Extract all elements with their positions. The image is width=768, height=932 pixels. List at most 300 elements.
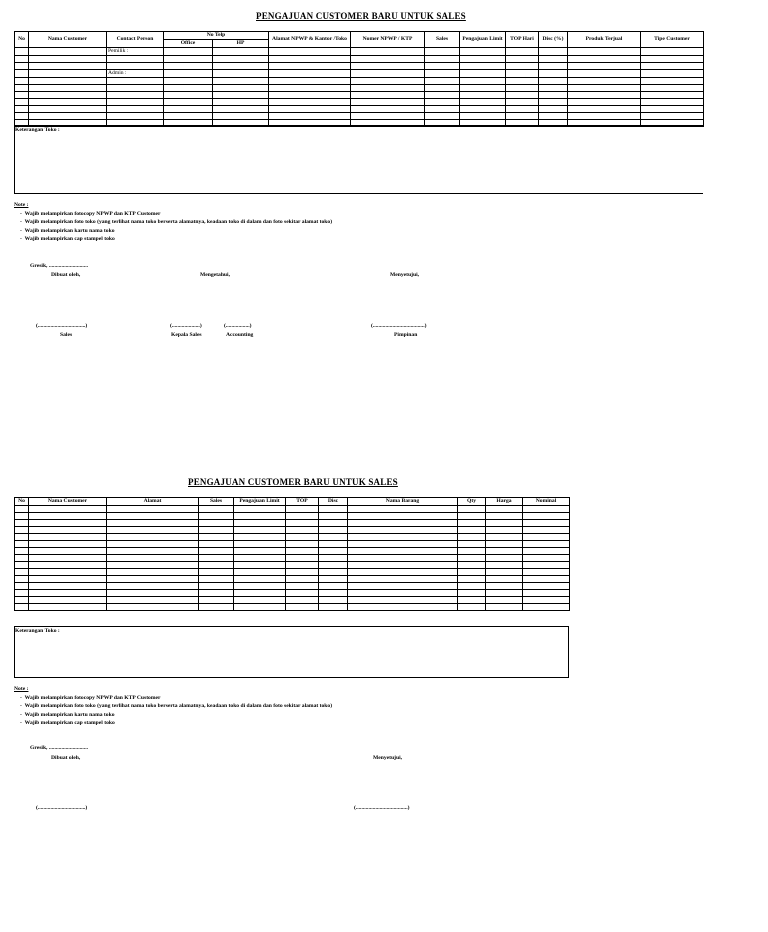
table-cell	[286, 534, 319, 541]
table-cell	[568, 78, 641, 85]
table-cell	[348, 534, 458, 541]
table-cell	[486, 569, 523, 576]
table-cell	[641, 85, 704, 92]
form2-table	[14, 497, 570, 611]
table-cell	[199, 555, 234, 562]
table-cell	[107, 604, 199, 611]
table-cell	[286, 513, 319, 520]
form2-col-header: Sales	[199, 498, 234, 506]
table-cell	[351, 63, 425, 70]
table-cell	[213, 113, 269, 120]
table-cell	[506, 48, 539, 56]
table-cell	[539, 78, 568, 85]
table-cell	[164, 99, 213, 106]
table-row	[15, 506, 570, 513]
table-cell	[351, 48, 425, 56]
form1-sign-pimpinan: (.....................................)	[371, 323, 427, 329]
table-row	[15, 597, 570, 604]
table-cell	[234, 527, 286, 534]
table-cell	[539, 56, 568, 63]
table-cell	[29, 70, 107, 78]
table-cell	[319, 569, 348, 576]
table-cell	[15, 513, 29, 520]
table-cell	[641, 113, 704, 120]
table-cell	[486, 513, 523, 520]
table-cell	[164, 48, 213, 56]
table-cell	[199, 604, 234, 611]
col-produk: Produk Terjual	[568, 32, 641, 48]
table-cell	[458, 520, 486, 527]
table-cell	[199, 506, 234, 513]
table-cell	[164, 63, 213, 70]
form1-place-date: Gresik, ............................	[30, 263, 89, 269]
table-cell	[460, 48, 506, 56]
table-cell	[29, 56, 107, 63]
table-cell	[107, 506, 199, 513]
table-cell	[15, 113, 29, 120]
table-cell	[213, 70, 269, 78]
table-cell	[164, 106, 213, 113]
form2-title: PENGAJUAN CUSTOMER BARU UNTUK SALES	[188, 477, 398, 487]
table-cell	[164, 56, 213, 63]
table-cell	[15, 520, 29, 527]
table-cell	[286, 555, 319, 562]
table-cell	[319, 520, 348, 527]
col-no: No	[15, 32, 29, 48]
table-cell	[234, 583, 286, 590]
form1-sign-kepala: (....................)	[170, 323, 202, 329]
form1-mengetahui: Mengetahui,	[200, 272, 230, 278]
table-cell	[319, 576, 348, 583]
table-cell	[348, 576, 458, 583]
note-item: - Wajib melampirkan fotocopy NPWP dan KTP Customer	[20, 210, 161, 217]
table-cell	[539, 70, 568, 78]
form2-col-header: Qty	[458, 498, 486, 506]
table-cell	[199, 590, 234, 597]
form2-col-header: TOP	[286, 498, 319, 506]
note-item: - Wajib melampirkan cap stampel toko	[20, 720, 115, 727]
table-cell	[286, 548, 319, 555]
table-cell	[460, 70, 506, 78]
table-row	[15, 113, 704, 120]
table-cell	[458, 527, 486, 534]
table-cell	[458, 576, 486, 583]
table-cell	[351, 92, 425, 99]
table-cell	[486, 562, 523, 569]
table-cell	[641, 106, 704, 113]
table-cell	[458, 562, 486, 569]
table-cell	[29, 106, 107, 113]
table-cell	[15, 583, 29, 590]
form1-role-pimpinan: Pimpinan	[394, 332, 418, 338]
table-cell	[29, 92, 107, 99]
table-cell	[523, 569, 570, 576]
table-row	[15, 99, 704, 106]
col-contact-person: Contact Person	[107, 32, 164, 48]
table-cell	[234, 569, 286, 576]
table-cell	[29, 534, 107, 541]
table-cell	[348, 513, 458, 520]
form1-keterangan-label: Keterangan Toko :	[15, 127, 60, 133]
table-cell	[199, 548, 234, 555]
form2-col-header: Alamat	[107, 498, 199, 506]
form2-col-header: Nama Barang	[348, 498, 458, 506]
table-cell	[458, 597, 486, 604]
table-cell	[107, 99, 164, 106]
table-cell	[213, 106, 269, 113]
table-cell	[15, 78, 29, 85]
table-cell	[29, 569, 107, 576]
table-cell	[286, 583, 319, 590]
table-cell	[29, 48, 107, 56]
table-cell	[164, 92, 213, 99]
table-cell	[486, 534, 523, 541]
table-cell	[107, 590, 199, 597]
table-cell	[107, 597, 199, 604]
table-cell	[425, 63, 460, 70]
table-cell	[269, 99, 351, 106]
table-cell	[107, 562, 199, 569]
table-cell	[234, 555, 286, 562]
table-cell	[107, 78, 164, 85]
table-cell	[319, 604, 348, 611]
table-cell	[199, 562, 234, 569]
table-cell	[319, 590, 348, 597]
table-cell	[15, 70, 29, 78]
form1-role-sales: Sales	[60, 332, 73, 338]
table-cell	[319, 583, 348, 590]
table-row	[15, 583, 570, 590]
table-cell	[568, 106, 641, 113]
table-cell	[286, 590, 319, 597]
table-cell	[351, 70, 425, 78]
table-cell	[29, 583, 107, 590]
table-cell	[269, 48, 351, 56]
table-cell	[523, 506, 570, 513]
table-cell	[15, 48, 29, 56]
table-cell	[523, 583, 570, 590]
table-cell	[568, 70, 641, 78]
table-row	[15, 534, 570, 541]
table-cell	[641, 99, 704, 106]
table-cell	[641, 92, 704, 99]
col-office: Office	[164, 40, 213, 48]
table-cell	[199, 527, 234, 534]
table-cell	[107, 520, 199, 527]
table-cell	[523, 513, 570, 520]
table-cell	[458, 569, 486, 576]
table-cell	[213, 78, 269, 85]
form2-col-header: Nominal	[523, 498, 570, 506]
table-cell	[506, 70, 539, 78]
table-cell	[425, 106, 460, 113]
table-cell	[506, 56, 539, 63]
note-item: - Wajib melampirkan kartu nama toko	[20, 711, 115, 718]
table-cell	[319, 597, 348, 604]
table-cell	[269, 78, 351, 85]
table-cell	[199, 576, 234, 583]
col-nama-customer: Nama Customer	[29, 32, 107, 48]
form1-sign-accounting: (.................)	[224, 323, 252, 329]
table-cell	[458, 555, 486, 562]
table-cell	[199, 541, 234, 548]
table-cell	[15, 597, 29, 604]
table-cell	[107, 534, 199, 541]
table-cell	[164, 78, 213, 85]
table-cell	[523, 597, 570, 604]
table-cell	[107, 527, 199, 534]
table-cell	[107, 85, 164, 92]
table-cell	[539, 92, 568, 99]
table-cell	[319, 534, 348, 541]
table-cell	[234, 534, 286, 541]
table-cell	[234, 541, 286, 548]
table-cell	[29, 506, 107, 513]
form1-role-accounting: Accounting	[226, 332, 254, 338]
table-cell	[458, 534, 486, 541]
col-disc: Disc (%)	[539, 32, 568, 48]
table-cell	[348, 548, 458, 555]
table-cell	[286, 562, 319, 569]
table-cell	[425, 70, 460, 78]
table-cell	[15, 569, 29, 576]
table-cell	[460, 56, 506, 63]
form1-table	[14, 31, 704, 127]
table-cell	[319, 555, 348, 562]
form2-col-header: Pengajuan Limit	[234, 498, 286, 506]
table-cell	[348, 562, 458, 569]
table-cell	[425, 48, 460, 56]
table-cell	[286, 569, 319, 576]
table-cell	[199, 513, 234, 520]
table-cell	[568, 113, 641, 120]
table-cell	[506, 63, 539, 70]
table-cell	[506, 99, 539, 106]
table-cell	[351, 56, 425, 63]
table-cell	[234, 520, 286, 527]
table-cell	[319, 527, 348, 534]
table-cell	[460, 63, 506, 70]
table-cell	[523, 604, 570, 611]
form1-dibuat: Dibuat oleh,	[51, 272, 81, 278]
col-top-hari: TOP Hari	[506, 32, 539, 48]
table-cell	[425, 56, 460, 63]
table-cell	[319, 548, 348, 555]
table-cell	[523, 555, 570, 562]
table-cell	[460, 85, 506, 92]
table-cell	[29, 541, 107, 548]
table-cell	[107, 541, 199, 548]
table-cell	[568, 99, 641, 106]
table-cell	[15, 541, 29, 548]
table-row	[15, 92, 704, 99]
table-cell	[15, 99, 29, 106]
table-row	[15, 70, 704, 78]
table-cell	[234, 597, 286, 604]
table-cell	[234, 604, 286, 611]
table-cell	[29, 78, 107, 85]
table-cell	[348, 506, 458, 513]
table-cell	[269, 85, 351, 92]
table-cell	[425, 99, 460, 106]
table-cell	[15, 562, 29, 569]
table-cell	[539, 63, 568, 70]
table-cell	[351, 85, 425, 92]
table-row	[15, 63, 704, 70]
form2-keterangan-label: Keterangan Toko :	[15, 628, 60, 634]
table-cell	[15, 548, 29, 555]
table-cell	[213, 85, 269, 92]
col-hp: HP	[213, 40, 269, 48]
table-cell	[15, 106, 29, 113]
table-cell	[107, 106, 164, 113]
table-cell	[539, 99, 568, 106]
table-cell	[15, 604, 29, 611]
table-row	[15, 562, 570, 569]
table-cell	[348, 597, 458, 604]
table-cell	[269, 106, 351, 113]
table-cell	[460, 78, 506, 85]
table-cell	[641, 78, 704, 85]
table-cell	[348, 569, 458, 576]
form1-role-kepala: Kepala Sales	[171, 332, 202, 338]
table-cell	[107, 576, 199, 583]
table-cell	[15, 527, 29, 534]
table-row	[15, 85, 704, 92]
table-cell	[107, 513, 199, 520]
table-cell	[286, 506, 319, 513]
table-cell	[213, 99, 269, 106]
table-cell	[15, 576, 29, 583]
table-cell	[568, 92, 641, 99]
col-alamat: Alamat NPWP & Kantor /Toko	[269, 32, 351, 48]
table-cell	[234, 548, 286, 555]
table-cell: Pemilik :	[107, 48, 164, 56]
table-cell	[234, 562, 286, 569]
table-cell	[29, 63, 107, 70]
table-cell	[29, 520, 107, 527]
table-cell	[107, 583, 199, 590]
table-cell	[568, 63, 641, 70]
table-cell	[568, 48, 641, 56]
table-row	[15, 527, 570, 534]
form1-menyetujui: Menyetujui,	[390, 272, 420, 278]
table-cell	[348, 520, 458, 527]
table-row	[15, 520, 570, 527]
table-cell	[425, 78, 460, 85]
table-cell	[234, 506, 286, 513]
table-cell	[15, 56, 29, 63]
table-cell	[486, 604, 523, 611]
note-item: - Wajib melampirkan kartu nama toko	[20, 227, 115, 234]
form2-note-title: Note :	[14, 686, 29, 692]
table-cell	[539, 85, 568, 92]
table-cell	[319, 541, 348, 548]
table-cell	[286, 597, 319, 604]
form1-title: PENGAJUAN CUSTOMER BARU UNTUK SALES	[256, 11, 466, 21]
table-row	[15, 576, 570, 583]
table-row	[15, 555, 570, 562]
table-cell	[351, 106, 425, 113]
table-cell	[506, 106, 539, 113]
table-cell	[568, 56, 641, 63]
col-pengajuan-limit: Pengajuan Limit	[460, 32, 506, 48]
table-cell	[15, 534, 29, 541]
table-cell	[269, 63, 351, 70]
table-cell	[523, 590, 570, 597]
table-cell	[458, 590, 486, 597]
table-cell	[460, 99, 506, 106]
table-cell	[199, 520, 234, 527]
table-cell	[348, 590, 458, 597]
table-cell	[568, 85, 641, 92]
table-cell	[107, 569, 199, 576]
table-cell	[506, 113, 539, 120]
table-row	[15, 604, 570, 611]
table-cell	[29, 576, 107, 583]
table-cell	[348, 541, 458, 548]
table-cell	[286, 520, 319, 527]
table-cell	[425, 92, 460, 99]
table-cell	[286, 576, 319, 583]
table-cell	[29, 527, 107, 534]
table-cell	[213, 48, 269, 56]
table-cell	[539, 106, 568, 113]
table-cell	[29, 113, 107, 120]
note-item: - Wajib melampirkan fotocopy NPWP dan KTP Customer	[20, 694, 161, 701]
table-cell	[269, 70, 351, 78]
table-cell	[348, 555, 458, 562]
table-cell	[351, 113, 425, 120]
table-cell	[213, 63, 269, 70]
table-cell	[523, 548, 570, 555]
table-cell	[286, 604, 319, 611]
table-cell	[486, 583, 523, 590]
table-cell	[348, 583, 458, 590]
table-cell	[29, 597, 107, 604]
form2-dibuat: Dibuat oleh,	[51, 755, 81, 761]
table-cell	[460, 113, 506, 120]
table-cell	[213, 56, 269, 63]
table-cell	[107, 92, 164, 99]
table-cell	[506, 78, 539, 85]
table-cell	[199, 597, 234, 604]
table-cell	[539, 48, 568, 56]
table-cell	[199, 583, 234, 590]
table-cell	[286, 541, 319, 548]
table-cell	[641, 70, 704, 78]
col-tipe: Tipe Customer	[641, 32, 704, 48]
form1-notes	[14, 201, 332, 244]
table-cell	[486, 597, 523, 604]
table-cell	[29, 562, 107, 569]
form2-place-date: Gresik, ............................	[30, 745, 89, 751]
table-cell	[523, 562, 570, 569]
table-cell	[351, 78, 425, 85]
table-cell	[269, 56, 351, 63]
table-cell	[29, 85, 107, 92]
form2-sign-right: (.....................................)	[354, 805, 410, 811]
col-sales: Sales	[425, 32, 460, 48]
form1-keterangan	[14, 125, 703, 194]
table-cell	[486, 506, 523, 513]
table-cell	[234, 590, 286, 597]
table-cell	[486, 576, 523, 583]
table-cell	[458, 541, 486, 548]
table-cell	[486, 520, 523, 527]
table-cell: Admin :	[107, 70, 164, 78]
table-cell	[523, 541, 570, 548]
